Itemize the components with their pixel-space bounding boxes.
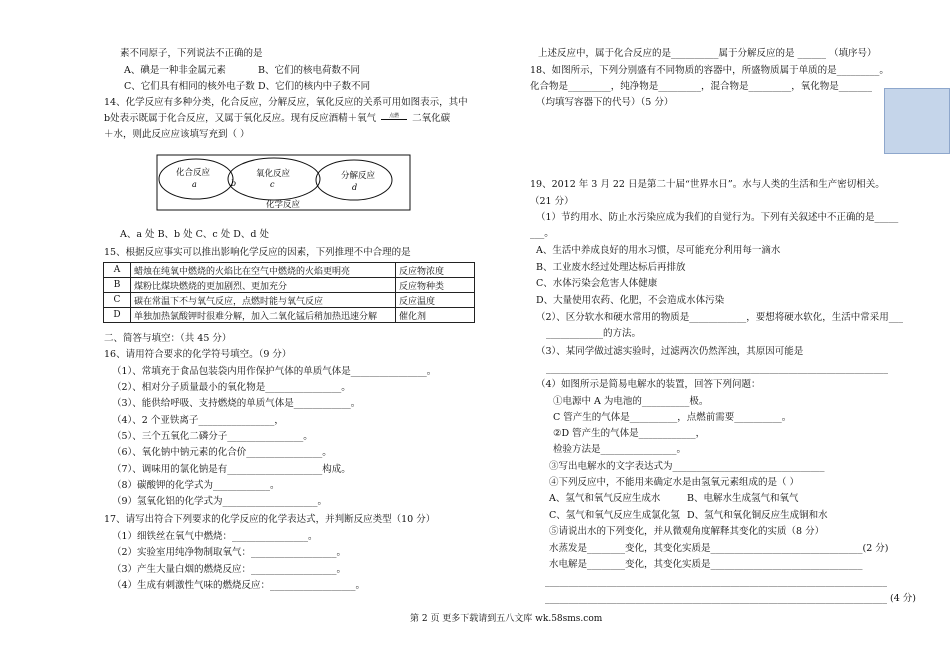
q13-tail: 素不同原子，下列说法不正确的是 <box>120 48 263 59</box>
q19-4: （4）如图所示是简易电解水的装置，回答下列问题： <box>536 379 761 390</box>
q16-item: （7）、调味用的氯化钠是有____________________构成。 <box>112 464 351 475</box>
row-fact: 蜡烛在纯氧中燃烧的火焰比在空气中燃烧的火焰更明亮 <box>131 263 396 278</box>
q17-item: （1）细铁丝在氧气中燃烧：________________。 <box>112 531 318 542</box>
q18-line2: 化合物是_________，纯净物是_________，混合物是_________，氧化物是_______ <box>530 81 873 92</box>
row-factor: 反应物浓度 <box>396 263 475 278</box>
q19-1: （1）节约用水、防止水污染应成为我们的自觉行为。下列有关叙述中不正确的是_____ <box>536 212 899 223</box>
label-decomp: 分解反应 <box>341 171 376 181</box>
q19-4-item: 检验方法是________________。 <box>553 444 687 455</box>
q13-option-d: D、它们的核内中子数不同 <box>258 81 371 92</box>
q14-line2-pre: b处表示既属于化合反应，又属于氧化反应。现有反应酒精＋氧气 <box>104 113 377 124</box>
q17-item: （2）实验室用纯净物制取氧气：__________________。 <box>112 547 347 558</box>
row-letter: B <box>104 278 131 293</box>
label-d: d <box>352 183 358 192</box>
label-combine: 化合反应 <box>176 168 211 178</box>
q15-table <box>103 262 475 323</box>
q19-4-item: ⑤请说出水的下列变化，并从微观角度解释其变化的实质（8 分） <box>549 526 825 537</box>
q13-option-a: A、碘是一种非金属元素 <box>124 65 226 76</box>
arrow-line <box>381 119 407 120</box>
q19-2: （2）、区分软水和硬水常用的物质是____________，要想将硬水软化，生活中常采用___ <box>536 312 904 323</box>
row-fact: 煤粉比煤块燃烧的更加剧烈、更加充分 <box>131 278 396 293</box>
q19-line2: （21 分） <box>530 196 574 207</box>
row-factor: 反应物种类 <box>396 278 475 293</box>
table-row <box>104 278 475 293</box>
ignite-condition: 点燃 <box>389 113 400 119</box>
q13-option-c: C、它们具有相同的核外电子数 <box>124 81 255 92</box>
q15-stem: 15、根据反应事实可以推出影响化学反应的因素，下列推理不中合理的是 <box>104 247 411 258</box>
label-c: c <box>270 180 275 189</box>
q19-1-option-a: A、生活中养成良好的用水习惯，尽可能充分利用每一滴水 <box>536 245 781 256</box>
q19-4-item: 水电解是________变化，其变化实质是________________________________ <box>549 559 863 570</box>
q19-4-item: ②D 管产生的气体是____________， <box>553 428 706 439</box>
q19-1-cont: ___。 <box>530 228 554 239</box>
q19-4-option-c: C、氢气和氧气反应生成氯化氢 <box>549 510 680 521</box>
row-factor: 反应温度 <box>396 293 475 308</box>
q18-line1: 18、如图所示，下列分别盛有不同物质的容器中，所盛物质属于单质的是_________。 <box>530 65 889 76</box>
row-factor: 催化剂 <box>396 308 475 323</box>
table-row <box>104 308 475 323</box>
q19-3: （3）、某同学做过滤实验时，过滤两次仍然浑浊，其原因可能是 <box>536 346 804 357</box>
q16-item: （8）碳酸钾的化学式为____________。 <box>112 480 280 491</box>
q19-3-blank: ________________________________________________________________________ <box>546 363 888 374</box>
q19-2-cont: ____________的方法。 <box>546 328 642 339</box>
row-fact: 单独加热氯酸钾时很难分解，加入二氧化锰后稍加热迅速分解 <box>131 308 396 323</box>
label-b: b <box>231 179 237 188</box>
q19-4-item: ①电源中 A 为电池的__________极。 <box>553 396 709 407</box>
q17-item: （3）产生大量白烟的燃烧反应：__________________。 <box>112 564 347 575</box>
answer-line: ________________________________________________________________________ (4 分) <box>545 593 916 604</box>
q16-item: （4）、2 个亚铁离子________________， <box>112 415 284 426</box>
q18-line3: （均填写容器下的代号）（5 分） <box>536 97 674 108</box>
label-a: a <box>192 180 197 189</box>
q19-4-option-b: B、电解水生成氢气和氧气 <box>687 493 799 504</box>
q16-item: （1）、常填充于食品包装袋内用作保护气体的单质气体是________________。 <box>112 366 437 377</box>
q19-1-option-d: D、大量使用农药、化肥，不会造成水体污染 <box>536 295 725 306</box>
q13-option-b: B、它们的核电荷数不同 <box>258 65 360 76</box>
label-oxid: 氧化反应 <box>256 169 291 179</box>
q16-item: （3）、能供给呼吸、支持燃烧的单质气体是____________。 <box>112 398 361 409</box>
q19-4-option-a: A、氢气和氧气反应生成水 <box>549 493 661 504</box>
container-figure-placeholder <box>884 88 950 154</box>
q14-line1: 14、化学反应有多种分类，化合反应，分解反应，氧化反应的关系可用如图表示，其中 <box>104 97 468 108</box>
answer-line: ________________________________________________________________________ <box>545 576 887 587</box>
q19-4-option-d: D、氢气和氧化铜反应生成铜和水 <box>687 510 828 521</box>
q14-line2-post: 二氧化碳 <box>412 113 451 124</box>
q19-4-item: C 管产生的气体是__________，点燃前需要__________。 <box>553 412 792 423</box>
page-footer: 第 2 页 更多下载请到五八文库 wk.58sms.com <box>410 614 603 624</box>
oxidation-ellipse <box>228 158 320 200</box>
ignite-arrow <box>379 113 409 126</box>
label-outer: 化学反应 <box>266 200 301 210</box>
table-row <box>104 293 475 308</box>
combine-ellipse <box>159 159 233 199</box>
q19-4-item: ④下列反应中，不能用来确定水是由氢氧元素组成的是（ ） <box>549 477 800 488</box>
q17-stem: 17、请写出符合下列要求的化学反应的化学表达式，并判断反应类型（10 分） <box>104 514 436 525</box>
q19-line1: 19、2012 年 3 月 22 日是第二十届“世界水日”。水与人类的生活和生产密切相关。 <box>530 179 885 190</box>
q14-line3: ＋水，则此反应应该填写充到（ ） <box>104 129 250 140</box>
q17-item: （4）生成有刺激性气味的燃烧反应：__________________。 <box>112 580 366 591</box>
q19-4-item: ③写出电解水的文字表达式为________________________________ <box>549 461 825 472</box>
q16-item: （5）、三个五氧化二磷分子________________。 <box>112 431 313 442</box>
row-letter: D <box>104 308 131 323</box>
row-letter: A <box>104 263 131 278</box>
row-letter: C <box>104 293 131 308</box>
reaction-venn-diagram <box>156 154 412 214</box>
q17-tail: 上述反应中，属于化合反应的是__________属于分解反应的是 ______ （填序号） <box>538 48 877 59</box>
q19-4-item: 水蒸发是________变化，其变化实质是________________________________(2 分) <box>549 543 889 554</box>
table-row <box>104 263 475 278</box>
q16-stem: 16、请用符合要求的化学符号填空。（9 分） <box>104 349 292 360</box>
q16-item: （2）、相对分子质量最小的氧化物是________________。 <box>112 382 351 393</box>
q14-options: A、a 处 B、b 处 C、c 处 D、d 处 <box>120 229 270 240</box>
row-fact: 碳在常温下不与氧气反应，点燃时能与氧气反应 <box>131 293 396 308</box>
q16-item: （9）氢氧化铝的化学式为____________________。 <box>112 496 328 507</box>
q16-item: （6）、氧化钠中钠元素的化合价________________。 <box>112 447 332 458</box>
section-2-title: 二、简答与填空：（共 45 分） <box>104 333 232 344</box>
q14-line2 <box>104 113 450 126</box>
q19-1-option-b: B、工业废水经过处理达标后再排放 <box>536 262 686 273</box>
q19-1-option-c: C、水体污染会危害人体健康 <box>536 278 658 289</box>
